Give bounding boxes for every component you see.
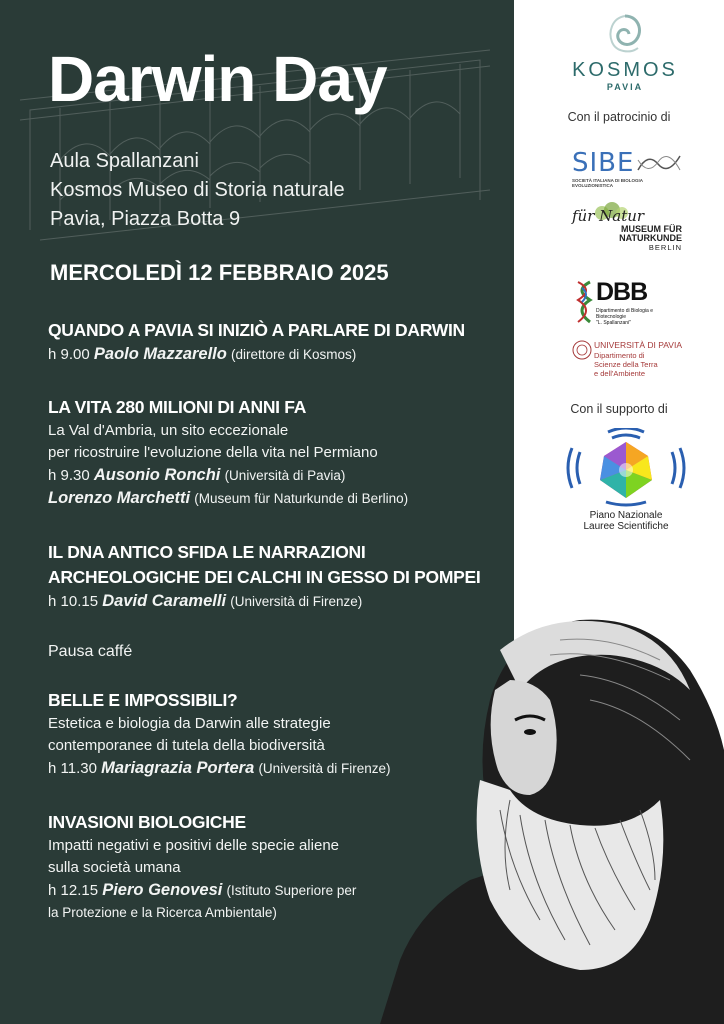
unipv-dept-line1: Dipartimento di	[594, 351, 645, 360]
patronage-label: Con il patrocinio di	[567, 110, 671, 124]
coffee-break: Pausa caffé	[48, 643, 133, 660]
speaker-affiliation: (Università di Pavia)	[224, 468, 346, 483]
session-description: Impatti negativi e positivi delle specie aliene	[48, 837, 339, 854]
pls-line2: Lauree Scientifiche	[583, 521, 669, 532]
session-description: Estetica e biologia da Darwin alle strategie	[48, 715, 331, 732]
session-1	[48, 318, 465, 366]
naturkunde-script: für Natur	[572, 207, 645, 225]
unipv-dept-line2: Scienze della Terra	[594, 360, 658, 369]
session-4	[48, 688, 390, 780]
session-time: h 10.15	[48, 593, 99, 610]
pls-line1: Piano Nazionale	[589, 510, 663, 521]
speaker-affiliation: (Università di Firenze)	[258, 761, 391, 776]
sibe-logo	[572, 148, 682, 193]
sibe-fullname: SOCIETÀ ITALIANA DI BIOLOGIA EVOLUZIONISTICA	[572, 178, 643, 188]
speaker-line	[48, 464, 408, 487]
speaker-affiliation-cont: la Protezione e la Ricerca Ambientale)	[48, 905, 277, 920]
helix-icon	[572, 280, 596, 324]
session-heading: ARCHEOLOGICHE DEI CALCHI IN GESSO DI POMPEI	[48, 567, 481, 587]
pls-emblem-icon	[566, 428, 686, 510]
speaker-line	[48, 879, 356, 902]
venue-room: Aula Spallanzani	[50, 150, 199, 172]
session-description: sulla società umana	[48, 859, 181, 876]
unipv-name: UNIVERSITÀ DI PAVIA	[594, 340, 683, 350]
naturkunde-city: BERLIN	[648, 243, 682, 252]
session-heading: LA VITA 280 MILIONI DI ANNI FA	[48, 397, 307, 417]
dna-icon	[636, 150, 682, 176]
pls-logo	[566, 428, 686, 534]
speaker-name: Piero Genovesi	[102, 881, 223, 899]
support-label: Con il supporto di	[570, 402, 668, 416]
speaker-name: David Caramelli	[102, 592, 227, 610]
unipv-dept	[594, 351, 658, 378]
session-description: per ricostruire l'evoluzione della vita nel Permiano	[48, 444, 378, 461]
dbb-logo	[572, 280, 682, 325]
speaker-affiliation: (Museum für Naturkunde di Berlino)	[194, 491, 409, 506]
sibe-name: SIBE	[572, 148, 635, 178]
dbb-dept-line1: Dipartimento di Biologia e Biotecnologie	[596, 308, 653, 320]
speaker-affiliation: (Università di Firenze)	[230, 594, 363, 609]
speaker-affiliation: (direttore di Kosmos)	[231, 347, 357, 362]
speaker-name: Mariagrazia Portera	[101, 759, 255, 777]
speaker-line	[48, 343, 465, 366]
naturkunde-logo	[572, 207, 682, 267]
session-time: h 11.30	[48, 760, 97, 777]
session-2	[48, 395, 408, 510]
darwin-portrait	[380, 580, 724, 1024]
dbb-dept	[596, 308, 682, 326]
dbb-name: DBB	[596, 278, 648, 306]
session-time: h 9.00	[48, 346, 90, 363]
speaker-name: Ausonio Ronchi	[93, 466, 221, 484]
event-date: MERCOLEDÌ 12 FEBBRAIO 2025	[50, 260, 389, 285]
unipv-dept-line3: e dell'Ambiente	[594, 369, 646, 378]
session-heading: INVASIONI BIOLOGICHE	[48, 812, 246, 832]
session-description: La Val d'Ambria, un sito eccezionale	[48, 422, 289, 439]
session-heading: BELLE E IMPOSSIBILI?	[48, 690, 238, 710]
event-title: Darwin Day	[48, 43, 387, 115]
venue-museum: Kosmos Museo di Storia naturale	[50, 179, 345, 201]
kosmos-city: PAVIA	[606, 82, 644, 92]
kosmos-logo	[560, 12, 690, 92]
venue-address: Pavia, Piazza Botta 9	[50, 208, 241, 230]
speaker-line	[48, 487, 408, 510]
speaker-name: Lorenzo Marchetti	[48, 489, 191, 507]
venue-block	[50, 147, 345, 234]
session-5	[48, 810, 356, 924]
speaker-affiliation: (Istituto Superiore per	[226, 883, 357, 898]
unipv-logo	[572, 338, 682, 383]
shell-icon	[600, 12, 650, 56]
session-heading: IL DNA ANTICO SFIDA LE NARRAZIONI	[48, 542, 366, 562]
naturkunde-line2: NATURKUNDE	[619, 233, 682, 243]
speaker-line	[48, 757, 390, 780]
session-time: h 9.30	[48, 467, 90, 484]
naturkunde-line1: MUSEUM FÜR	[621, 224, 682, 234]
speaker-name: Paolo Mazzarello	[93, 345, 227, 363]
session-description: contemporanee di tutela della biodiversità	[48, 737, 325, 754]
dbb-dept-line2: "L. Spallanzani"	[596, 320, 631, 326]
session-time: h 12.15	[48, 882, 99, 899]
kosmos-name: KOSMOS	[572, 59, 678, 81]
university-seal-icon	[572, 340, 592, 360]
session-heading: QUANDO A PAVIA SI INIZIÒ A PARLARE DI DARWIN	[48, 320, 465, 340]
